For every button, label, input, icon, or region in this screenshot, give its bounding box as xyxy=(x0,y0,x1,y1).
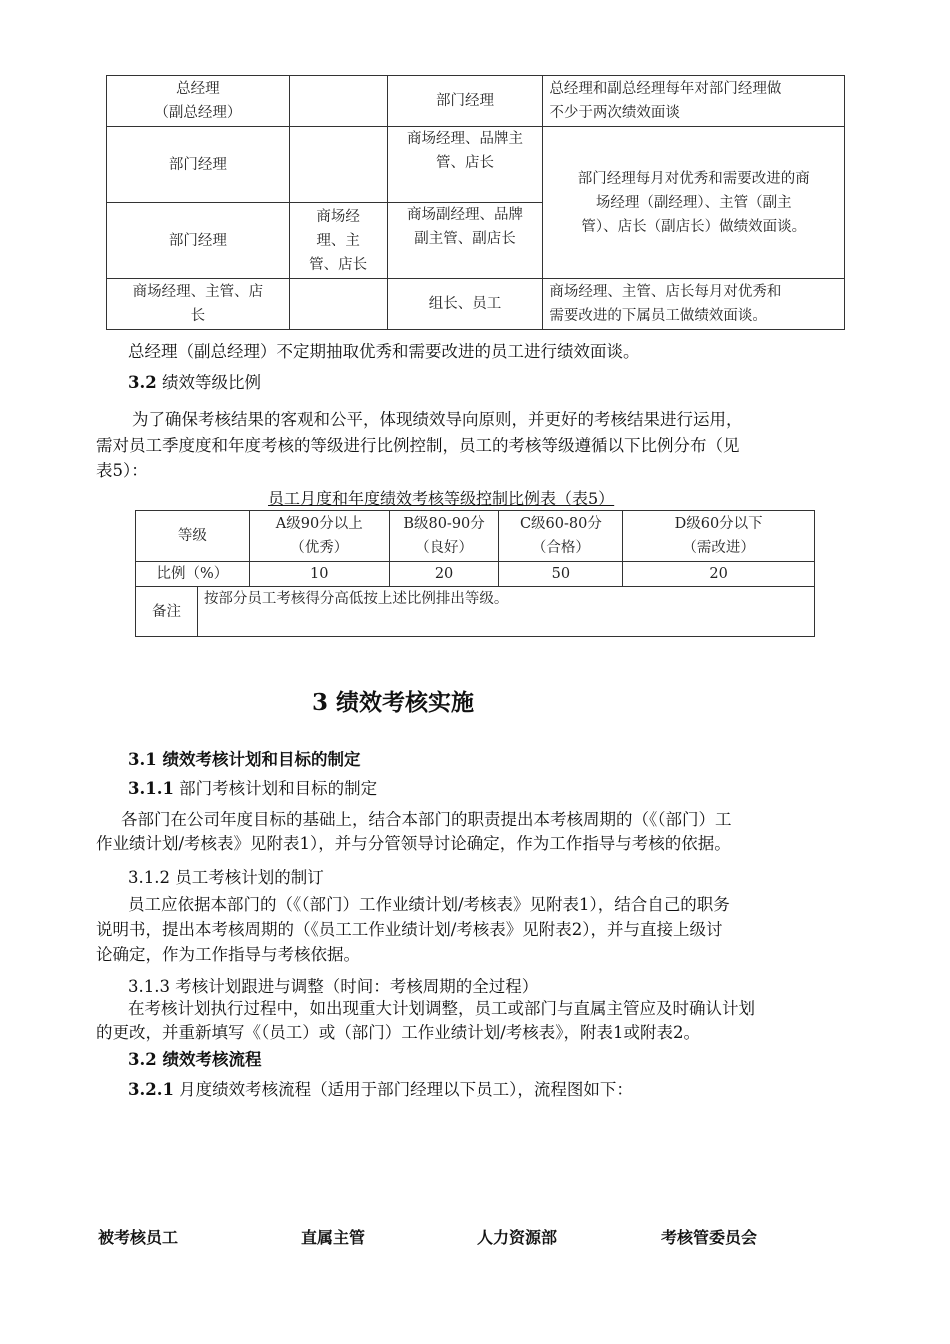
paragraph-line: 为了确保考核结果的客观和公平，体现绩效导向原则，并更好的考核结果进行运用， xyxy=(132,410,743,429)
flow-column-hr: 人力资源部 xyxy=(477,1228,558,1247)
table-cell: 比例（%） xyxy=(136,562,250,587)
paragraph-line: 作业绩计划/考核表》见附表1），并与分管领导讨论确定，作为工作指导与考核的依据。 xyxy=(96,834,731,853)
table-cell: 20 xyxy=(389,562,499,587)
heading-3-1: 3.1 绩效考核计划和目标的制定 xyxy=(128,750,361,769)
table-cell: 组长、员工 xyxy=(387,279,543,330)
table-cell: D级60分以下 （需改进） xyxy=(623,511,815,562)
paragraph-line: 论确定，作为工作指导与考核依据。 xyxy=(96,945,360,964)
paragraph-line: 表5）： xyxy=(96,461,148,480)
heading-3-2-1: 3.2.1 月度绩效考核流程（适用于部门经理以下员工），流程图如下： xyxy=(128,1080,633,1099)
table-cell: 20 xyxy=(623,562,815,587)
table-cell: 商场经理、主管、店 长 xyxy=(107,279,290,330)
flow-column-committee: 考核管委员会 xyxy=(661,1228,758,1247)
table-row xyxy=(136,511,815,562)
table-cell: 备注 xyxy=(136,587,198,637)
heading-3-1-2: 3.1.2 员工考核计划的制订 xyxy=(128,868,324,887)
flow-column-supervisor: 直属主管 xyxy=(301,1228,366,1247)
table-cell: B级80-90分 （良好） xyxy=(389,511,499,562)
table-cell: 部门经理 xyxy=(387,76,543,127)
table-cell: 商场经理、品牌主 管、店长 xyxy=(387,127,543,203)
table-row xyxy=(107,279,845,330)
table-cell: 等级 xyxy=(136,511,250,562)
table-cell: 商场经理、主管、店长每月对优秀和 需要改进的下属员工做绩效面谈。 xyxy=(543,279,845,330)
table-cell xyxy=(289,279,387,330)
heading-3-1-3: 3.1.3 考核计划跟进与调整（时间：考核周期的全过程） xyxy=(128,977,539,996)
heading-3-2: 3.2 绩效等级比例 xyxy=(128,373,261,392)
paragraph-line: 的更改，并重新填写《（员工）或（部门）工作业绩计划/考核表》，附表1或附表2。 xyxy=(96,1023,701,1042)
table-cell: C级60-80分 （合格） xyxy=(499,511,623,562)
table-cell xyxy=(289,127,387,203)
heading-3-1-1: 3.1.1 部门考核计划和目标的制定 xyxy=(128,779,378,798)
table-cell: 10 xyxy=(249,562,389,587)
table-cell: 总经理和副总经理每年对部门经理做 不少于两次绩效面谈 xyxy=(543,76,845,127)
grade-ratio-table xyxy=(135,510,815,637)
table-cell: 总经理 （副总经理） xyxy=(107,76,290,127)
paragraph-line: 员工应依据本部门的（《（部门）工作业绩计划/考核表》见附表1），结合自己的职务 xyxy=(128,895,730,914)
interview-responsibility-table xyxy=(106,75,845,330)
table-cell: 部门经理每月对优秀和需要改进的商 场经理（副经理）、主管（副主 管）、店长（副店长）做绩效面谈。 xyxy=(543,127,845,279)
table-row xyxy=(107,76,845,127)
paragraph: 总经理（副总经理）不定期抽取优秀和需要改进的员工进行绩效面谈。 xyxy=(128,342,640,361)
table-cell: 商场经 理、主 管、店长 xyxy=(289,203,387,279)
table-caption: 员工月度和年度绩效考核等级控制比例表（表5） xyxy=(268,489,615,508)
table-cell: 50 xyxy=(499,562,623,587)
table-row xyxy=(136,562,815,587)
table-cell: 部门经理 xyxy=(107,203,290,279)
table-cell: A级90分以上 （优秀） xyxy=(249,511,389,562)
section-title: 3 绩效考核实施 xyxy=(312,689,475,716)
table-row xyxy=(107,127,845,203)
paragraph-line: 各部门在公司年度目标的基础上，结合本部门的职责提出本考核周期的（《（部门）工 xyxy=(121,810,732,829)
flow-column-employee: 被考核员工 xyxy=(98,1228,179,1247)
paragraph-line: 在考核计划执行过程中，如出现重大计划调整，员工或部门与直属主管应及时确认计划 xyxy=(128,999,755,1018)
table-cell: 部门经理 xyxy=(107,127,290,203)
table-cell: 按部分员工考核得分高低按上述比例排出等级。 xyxy=(197,587,814,637)
table-row xyxy=(136,587,815,637)
table-cell: 商场副经理、品牌 副主管、副店长 xyxy=(387,203,543,279)
table-cell xyxy=(289,76,387,127)
paragraph-line: 需对员工季度度和年度考核的等级进行比例控制，员工的考核等级遵循以下比例分布（见 xyxy=(96,436,740,455)
paragraph-line: 说明书，提出本考核周期的（《员工工作业绩计划/考核表》见附表2），并与直接上级讨 xyxy=(96,920,723,939)
heading-3-2-flow: 3.2 绩效考核流程 xyxy=(128,1050,262,1069)
